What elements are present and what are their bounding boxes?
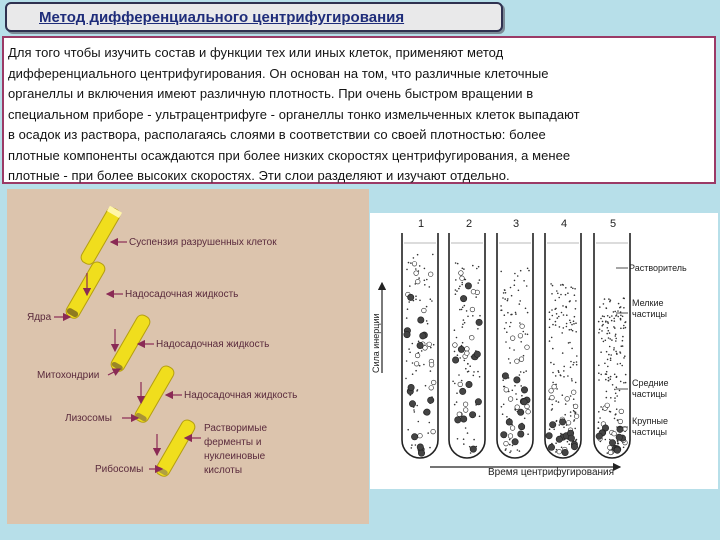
test-tube [79, 206, 122, 267]
paragraph-line: специальном приборе - ультрацентрифуге - органеллы тонко измельченных клеток выпадают [8, 106, 580, 122]
tube-outlines [402, 233, 630, 458]
slide-title: Метод дифференциального центрифугирования [39, 9, 405, 26]
tube-number: 4 [561, 218, 568, 230]
tube-number: 1 [418, 218, 425, 230]
legend-large: Крупные [632, 416, 668, 426]
centrifugation-steps-figure [7, 189, 369, 524]
test-tube [64, 260, 107, 321]
label-nuclei: Ядра [27, 312, 52, 323]
paragraph-line: плотные - при более высоких скоростях. Эти слои разделяют и изучают отдельно. [8, 168, 510, 183]
tube-number: 2 [466, 218, 473, 230]
label-ribosomes: Рибосомы [95, 464, 144, 475]
paragraph-line: Для того чтобы изучить состав и функции тех или иных клеток, применяют метод [8, 45, 504, 60]
paragraph-line: плотные компоненты осаждаются при более низких скоростях центрифугирования, а менее [8, 147, 571, 163]
sedimentation-tubes-figure [370, 213, 718, 489]
legend-medium: Средние [632, 378, 669, 388]
body-paragraph [8, 43, 714, 187]
paragraph-line: дифференциального центрифугирования. Он основан на том, что различные клеточные [8, 65, 549, 81]
legend-leaders [616, 268, 628, 427]
title-banner [5, 2, 503, 32]
y-axis-label: Сила инерции [371, 313, 381, 373]
text-panel [2, 36, 716, 184]
legend-small: частицы [632, 309, 667, 319]
label-soluble: кислоты [204, 465, 243, 476]
legend-large: частицы [632, 427, 667, 437]
paragraph-line: в осадок из раствора, располагаясь слоями в соответствии со своей плотностью: более [8, 127, 546, 142]
label-lysosomes: Лизосомы [65, 413, 112, 424]
label-suspension: Суспензия разрушенных клеток [129, 237, 277, 248]
label-mitochondria: Митохондрии [37, 370, 100, 381]
label-supernatant: Надосадочная жидкость [156, 339, 270, 350]
label-soluble: нуклеиновые [204, 451, 266, 462]
test-tube [133, 364, 176, 425]
label-soluble: Растворимые [204, 423, 268, 434]
x-axis-label: Время центрифугирования [488, 467, 615, 478]
legend-small: Мелкие [632, 298, 664, 308]
legend-medium: частицы [632, 389, 667, 399]
tube-number: 5 [610, 218, 617, 230]
legend-solvent: Растворитель [629, 263, 687, 273]
tube-number: 3 [513, 218, 520, 230]
label-supernatant: Надосадочная жидкость [184, 390, 298, 401]
label-soluble: ферменты и [204, 437, 262, 448]
label-supernatant: Надосадочная жидкость [125, 289, 239, 300]
paragraph-line: органеллы и включения имеют различную плотность. При очень быстром вращении в [8, 86, 534, 101]
